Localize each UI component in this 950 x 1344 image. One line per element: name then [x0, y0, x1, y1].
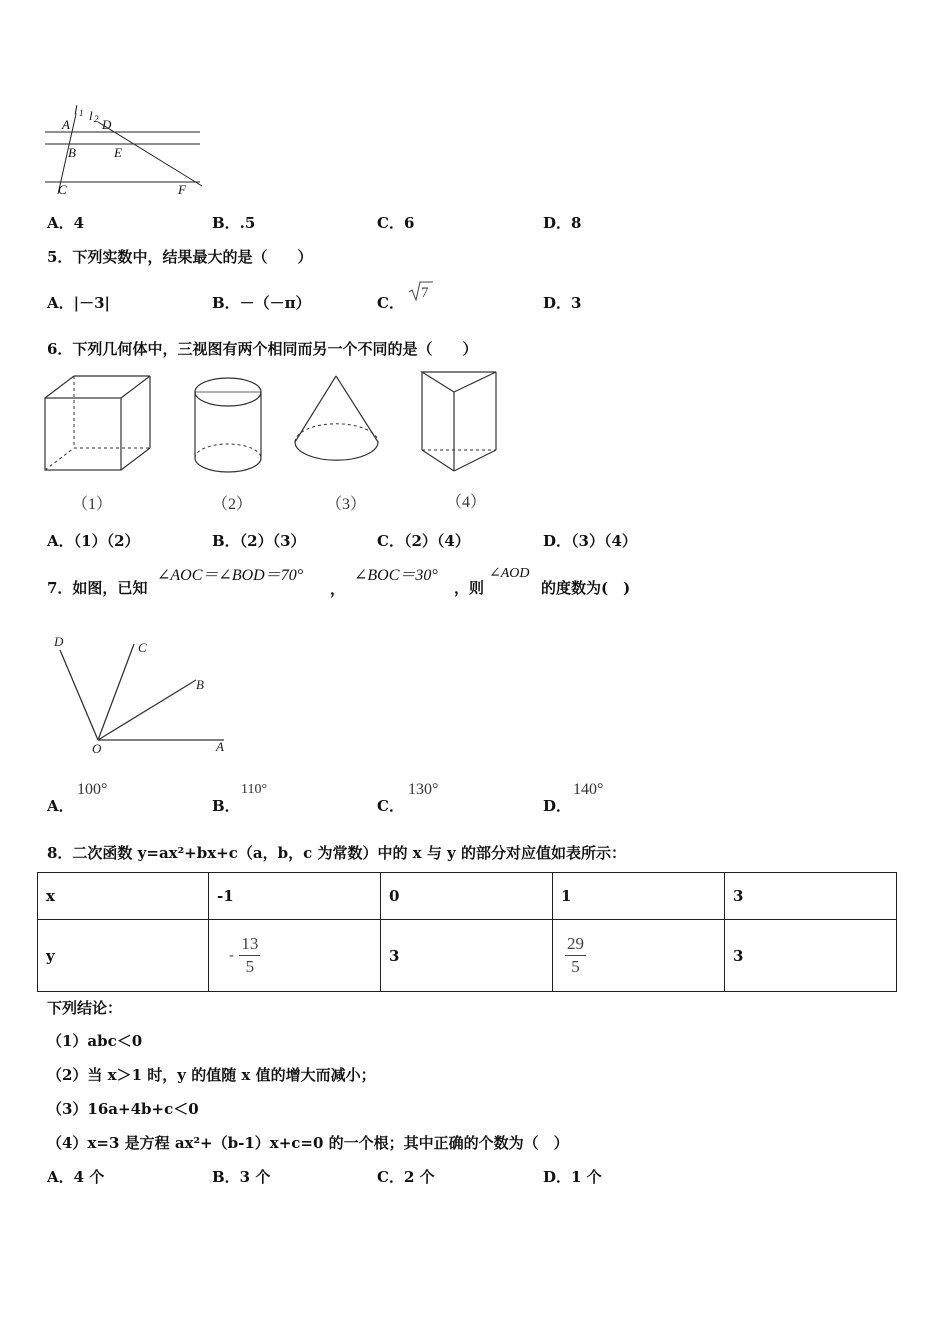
q4-label-c: C — [58, 182, 67, 197]
q6-option-a: A．（1）（2） — [47, 532, 140, 550]
fraction — [239, 933, 260, 978]
q7-option-d-letter: D． — [543, 797, 572, 815]
q4-label-l1: l — [74, 104, 78, 117]
q7-option-b-value: 110° — [241, 782, 268, 797]
q5-option-a: A．|－3| — [47, 294, 110, 312]
prism-figure — [416, 368, 502, 476]
q7-stem-prefix: 7．如图，已知 — [47, 579, 148, 597]
q8-conclusions-title: 下列结论： — [47, 999, 123, 1017]
table-cell: 1 — [553, 873, 725, 920]
q7-label-b: B — [196, 677, 204, 692]
q4-option-d: D．8 — [543, 214, 582, 232]
q7-expr-boc: ∠BOC＝30° — [354, 567, 438, 584]
q4-label-a: A — [62, 117, 70, 132]
q4-label-l2: l — [89, 108, 93, 123]
fraction-numerator: 13 — [239, 933, 260, 956]
q7-option-b-letter: B． — [212, 797, 240, 815]
q5-stem: 5．下列实数中，结果最大的是（ ） — [47, 248, 313, 266]
q7-expr-aoc-bod: ∠AOC＝∠BOD＝70° — [157, 567, 304, 584]
q8-option-d: D．1 个 — [543, 1168, 602, 1186]
cylinder-figure — [190, 372, 270, 480]
table-cell: 3 — [725, 873, 897, 920]
q4-option-a: A．4 — [47, 214, 85, 232]
table-cell: y — [38, 920, 209, 992]
q4-label-l2-sub: 2 — [94, 114, 99, 124]
q5-sqrt-radicand: 7 — [421, 285, 429, 301]
fraction — [565, 933, 586, 978]
q7-comma: ， — [330, 580, 346, 598]
table-cell: 0 — [381, 873, 553, 920]
q5-option-c: C． — [377, 294, 404, 312]
q4-label-l1-sub: 1 — [79, 108, 84, 118]
table-cell: 3 — [725, 920, 897, 992]
q7-option-a-letter: A． — [47, 797, 74, 815]
q4-option-b: B．.5 — [212, 214, 256, 232]
q7-label-a: A — [216, 739, 224, 754]
q7-option-d-value: 140° — [573, 781, 604, 798]
q7-option-c-letter: C． — [377, 797, 404, 815]
q7-option-c-value: 130° — [408, 781, 439, 798]
q8-conclusion-1: （1）abc＜0 — [47, 1032, 143, 1050]
fraction-denominator: 5 — [245, 957, 255, 976]
q8-conclusion-2: （2）当 x＞1 时，y 的值随 x 值的增大而减小； — [47, 1066, 376, 1084]
q6-option-c: C．（2）（4） — [377, 532, 470, 550]
q7-expr-aod: ∠AOD — [489, 566, 530, 581]
q6-stem: 6．下列几何体中，三视图有两个相同而另一个不同的是（ ） — [47, 340, 478, 358]
q6-caption-4: （4） — [446, 494, 487, 511]
q6-option-b: B．（2）（3） — [212, 532, 306, 550]
q5-option-d: D．3 — [543, 294, 582, 312]
q6-caption-1: （1） — [72, 496, 113, 513]
q8-option-c: C．2 个 — [377, 1168, 435, 1186]
q8-conclusion-3: （3）16a+4b+c＜0 — [47, 1100, 199, 1118]
table-cell — [553, 920, 725, 992]
q4-option-c: C．6 — [377, 214, 415, 232]
table-cell — [209, 920, 381, 992]
fraction-denominator: 5 — [571, 957, 580, 976]
q4-label-e: E — [114, 145, 122, 160]
q8-value-table — [37, 872, 897, 992]
cone-figure — [292, 372, 384, 472]
q5-sqrt-symbol — [408, 280, 434, 302]
q4-label-f: F — [178, 182, 186, 197]
q8-stem: 8．二次函数 y=ax²+bx+c（a，b，c 为常数）中的 x 与 y 的部分对应值如表所示： — [47, 844, 626, 862]
q7-label-c: C — [138, 640, 147, 655]
q5-option-b: B．－（－π） — [212, 294, 311, 312]
table-cell: x — [38, 873, 209, 920]
table-cell: -1 — [209, 873, 381, 920]
q8-option-a: A．4 个 — [47, 1168, 105, 1186]
q4-label-b: B — [68, 145, 76, 160]
q8-option-b: B．3 个 — [212, 1168, 271, 1186]
q7-then: ，则 — [454, 579, 485, 597]
table-cell: 3 — [381, 920, 553, 992]
table-row — [38, 873, 897, 920]
table-row — [38, 920, 897, 992]
q8-conclusion-4: （4）x=3 是方程 ax²+（b-1）x+c=0 的一个根；其中正确的个数为（ ） — [47, 1134, 569, 1152]
q7-angle-figure — [44, 630, 234, 758]
fraction-numerator: 29 — [565, 933, 586, 956]
q6-option-d: D．（3）（4） — [543, 532, 637, 550]
cube-figure — [42, 372, 154, 474]
q4-figure — [40, 104, 210, 199]
q7-label-o: O — [92, 741, 102, 756]
q7-stem-suffix: 的度数为( ) — [541, 579, 631, 597]
q4-label-d: D — [102, 117, 112, 132]
q6-caption-2: （2） — [212, 496, 253, 513]
q7-option-a-value: 100° — [77, 781, 108, 798]
fraction-sign: - — [229, 945, 235, 964]
q6-caption-3: （3） — [326, 496, 367, 513]
q7-label-d: D — [54, 634, 64, 649]
